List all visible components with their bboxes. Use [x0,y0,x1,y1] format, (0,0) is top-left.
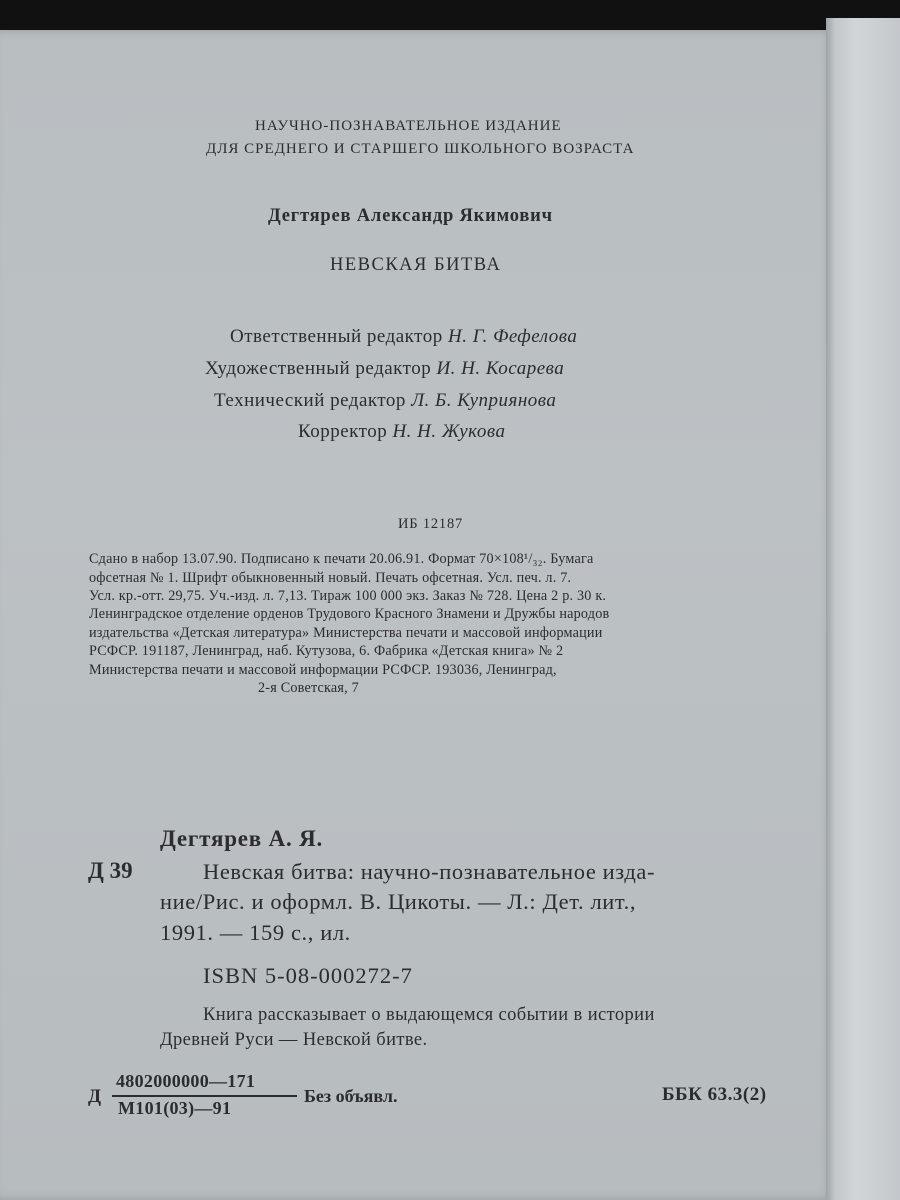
bbk-code: ББК 63.3(2) [662,1084,767,1105]
credit-line [214,390,556,412]
catalog-author: Дегтярев А. Я. [160,826,324,851]
credit-line [298,421,505,443]
imprint-line: Усл. кр.-отт. 29,75. Уч.-изд. л. 7,13. Тираж 100 000 экз. Заказ № 728. Цена 2 р. 30 к. [89,588,607,604]
credit-line [230,326,577,348]
imprint-line: офсетная № 1. Шрифт обыкновенный новый. Печать офсетная. Усл. печ. л. 7. [89,570,572,586]
imprint-line: Ленинградское отделение орденов Трудового Красного Знамени и Дружбы народов [89,606,610,622]
annotation-line: Книга рассказывает о выдающемся событии в истории [203,1005,655,1025]
annotation-line: Древней Руси — Невской битве. [160,1030,428,1050]
catalog-code: Д 39 [88,858,133,883]
index-letter: Д [88,1086,102,1107]
book-title: НЕВСКАЯ БИТВА [330,255,502,275]
catalog-description-line: ние/Рис. и оформл. В. Цикоты. — Л.: Дет. лит., [160,889,637,914]
credit-role: Художественный редактор [205,358,432,379]
imprint-line: издательства «Детская литература» Министерства печати и массовой информации [89,625,603,641]
fraction-line [112,1095,297,1097]
imprint-line: РСФСР. 191187, Ленинград, наб. Кутузова, 6. Фабрика «Детская книга» № 2 [89,643,564,659]
imprint-line: 2-я Советская, 7 [258,680,359,696]
header-line-1: НАУЧНО-ПОЗНАВАТЕЛЬНОЕ ИЗДАНИЕ [255,118,562,134]
credit-name: Л. Б. Куприянова [411,390,557,411]
credit-role: Ответственный редактор [230,326,443,347]
header-line-2: ДЛЯ СРЕДНЕГО И СТАРШЕГО ШКОЛЬНОГО ВОЗРАСТА [206,141,635,157]
catalog-description-line: Невская битва: научно-познавательное изда- [203,859,656,884]
isbn: ISBN 5-08-000272-7 [203,963,413,988]
credit-line [205,358,564,380]
ib-number: ИБ 12187 [398,516,464,532]
index-denominator: М101(03)—91 [118,1098,232,1118]
credit-name: И. Н. Косарева [436,358,565,379]
catalog-description-line: 1991. — 159 с., ил. [160,920,351,945]
credit-role: Корректор [298,421,388,442]
credit-role: Технический редактор [214,390,406,411]
index-numerator: 4802000000—171 [116,1071,256,1091]
credit-name: Н. Н. Жукова [392,421,506,442]
author-full-name: Дегтярев Александр Якимович [268,206,553,226]
imprint-line: Министерства печати и массовой информации РСФСР. 193036, Ленинград, [89,662,557,678]
imprint-line: Сдано в набор 13.07.90. Подписано к печати 20.06.91. Формат 70×108¹/₃₂. Бумага [89,551,594,567]
no-advertisement: Без объявл. [304,1086,398,1106]
page-edge [826,18,900,1200]
credit-name: Н. Г. Фефелова [447,326,578,347]
